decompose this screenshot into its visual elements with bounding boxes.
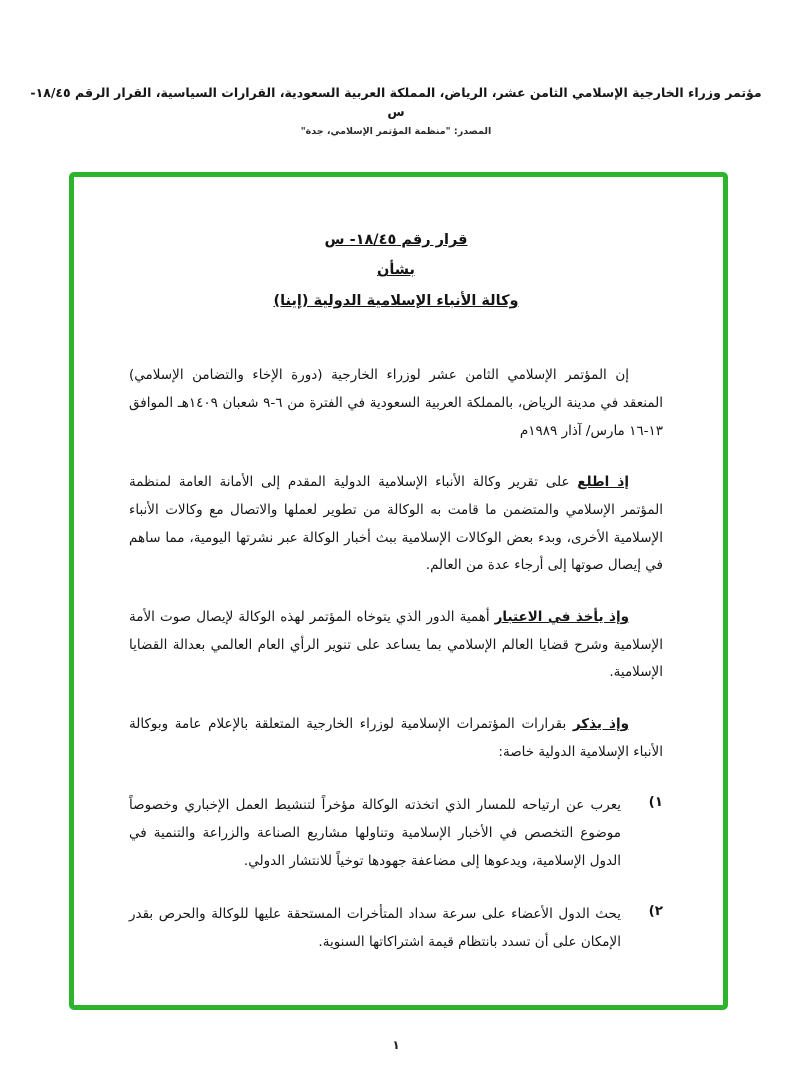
paragraph-taking-into-account [129,604,663,687]
paragraph-lead: إذ اطلع [577,474,629,491]
paragraph-lead: وإذ يأخذ في الاعتبار [494,609,629,626]
paragraph-text: بقرارات المؤتمرات الإسلامية لوزراء الخارجية المتعلقة بالإعلام عامة وبوكالة الأنباء الإسلامية الدولية خاصة: [129,716,663,760]
header-title: مؤتمر وزراء الخارجية الإسلامي الثامن عشر، الرياض، المملكة العربية السعودية، القرارات السياسية، القرار الرقم ١٨/٤٥-س [30,85,762,119]
item-number: ٢) [648,903,663,920]
item-number: ١) [648,794,663,811]
paragraph-preamble [129,362,663,445]
paragraph-recalling [129,711,663,766]
paragraph-text: على تقرير وكالة الأنباء الإسلامية الدولية المقدم إلى الأمانة العامة لمنظمة المؤتمر الإسلامي والمتضمن ما قامت به الوكالة من تطوير لعملها والاتصال مع وكالات الأنباء الإسلامية الأخرى، وبدء بعض الوكالات الإسلامية ببث أخبار الوكالة عبر نشرتها اليومية، مما ساهم في إيصال صوتها إلى أرجاء عدة من العالم. [129,474,663,574]
resolution-subject-title: وكالة الأنباء الإسلامية الدولية (إينا) [273,292,519,309]
resolution-item-1 [129,792,663,875]
paragraph-text: أهمية الدور الذي يتوخاه المؤتمر لهذه الوكالة لإيصال صوت الأمة الإسلامية وشرح قضايا العالم الإسلامي بما يساعد على تنوير الرأي العام العالمي بعدالة القضايا الإسلامية. [129,609,663,681]
resolution-number-title: قرار رقم ١٨/٤٥- س [324,232,468,248]
resolution-title-block [129,225,663,316]
document-header [30,84,762,137]
paragraph-lead: وإذ يذكر [572,716,630,733]
paragraph-text: إن المؤتمر الإسلامي الثامن عشر لوزراء الخارجية (دورة الإخاء والتضامن الإسلامي) المنعقد في مدينة الرياض، بالمملكة العربية السعودية في الفترة من ٦-٩ شعبان ١٤٠٩هـ الموافق ١٣-١٦ مارس/ آذار ١٩٨٩م [129,367,663,439]
item-text: يعرب عن ارتياحه للمسار الذي اتخذته الوكالة مؤخراً لتنشيط العمل الإخباري وخصوصاً موضوع التخصص في الأخبار الإسلامية وتناولها مشاريع الصناعة والزراعة والتنمية في الدول الإسلامية، ويدعوها إلى مضاعفة جهودها توخياً للانتشار الدولي. [129,797,621,869]
resolution-subject-word: بشأن [376,262,416,279]
resolution-item-2 [129,901,663,956]
item-text: يحث الدول الأعضاء على سرعة سداد المتأخرات المستحقة عليها للوكالة والحرص بقدر الإمكان على أن تسدد بانتظام قيمة اشتراكاتها السنوية. [129,906,621,951]
paragraph-having-reviewed [129,469,663,580]
header-source: المصدر: "منظمة المؤتمر الإسلامي، جدة" [300,125,492,137]
page-number: ١ [392,1038,400,1052]
resolution-box [69,172,728,1010]
